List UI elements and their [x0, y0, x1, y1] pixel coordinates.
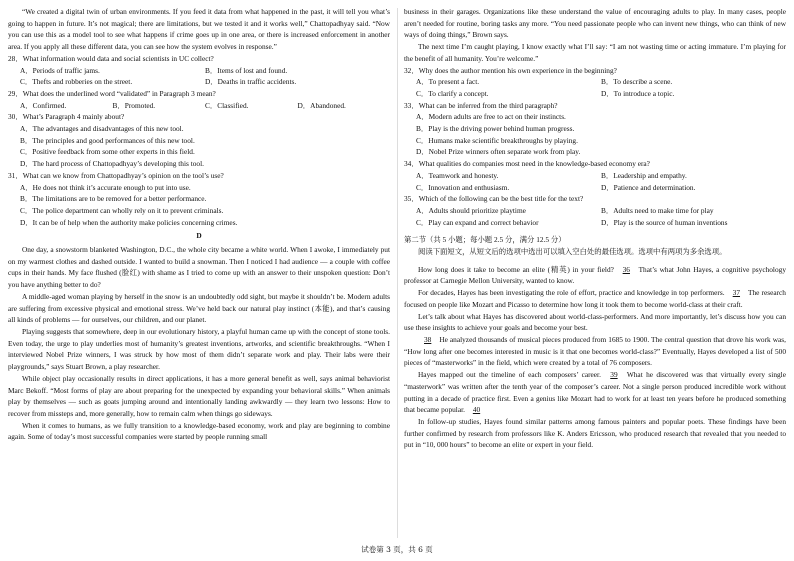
answer-option[interactable]: B．Promoted.: [112, 100, 156, 110]
passage-d-paragraph: When it comes to humans, as we fully transition to a knowledge-based economy, work and play are beginning to combine again. Some of today’s most successful companies were started by people running small: [8, 420, 390, 442]
answer-option[interactable]: B．Adults need to make time for play: [601, 205, 714, 215]
passage-d-final-paragraph: The next time I’m caught playing, I know exactly what I’ll say: “I am not wasting time or acting immature. I’m playing for the benefit of all humanity. You’re welcome.”: [404, 42, 786, 63]
answer-option[interactable]: C．Positive feedback from some other experts in this field.: [20, 147, 195, 157]
question-stem: 34．What qualities do companies most need in the knowledge-based economy era?: [404, 159, 650, 169]
cloze-paragraph-4: 38 He analyzed thousands of musical pieces produced from 1685 to 1900. The central question that drove his work was, “How long after one becomes interested in music is it that one becomes world-class?” Eventually, Hayes developed a list of 500 pieces of “masterworks” in the field, which were created by a total of 76 composers.: [404, 334, 786, 368]
passage-d-continued: business in their garages. Organizations like these understand the value of encouraging adults to play. In many cases, people aren’t needed for routine, boring tasks any more. “You need passionate people who can invent new things, who can think of new ways of doing things,” Brown says.: [404, 7, 786, 40]
cloze-paragraph-1: How long does it take to become an elite (精英) in your field? 36 That’s what John Hayes, a cognitive psychology professor at Carnegie Mellon University, wanted to know.: [404, 264, 786, 286]
answer-option[interactable]: B．Items of lost and found.: [205, 65, 288, 75]
blank-40[interactable]: 40: [472, 405, 481, 415]
answer-option[interactable]: D．Nobel Prize winners often separate work from play.: [416, 147, 581, 157]
answer-option[interactable]: A．Periods of traffic jams.: [20, 65, 100, 75]
cloze-paragraph-6: In follow-up studies, Hayes found similar patterns among famous painters and popular poets. These findings have been further confirmed by research from professors like K. Anders Ericsson, who produced research that revealed that you needed to put in “10, 000 hours” to become an elite or expert in your field.: [404, 416, 786, 450]
answer-option[interactable]: C．Humans make scientific breakthroughs by playing.: [416, 135, 578, 145]
answer-options: [8, 182, 390, 229]
answer-option[interactable]: D．Patience and determination.: [601, 182, 696, 192]
answer-options: [8, 65, 390, 88]
cloze-paragraph-2: For decades, Hayes has been investigating the role of effort, practice and knowledge in top performers. 37 The research focused on people like Mozart and Picasso to determine how long it took them to become world-class at their craft.: [404, 288, 786, 309]
answer-option[interactable]: C．Classified.: [205, 100, 249, 110]
question-stem: 29．What does the underlined word “validated” in Paragraph 3 mean?: [8, 88, 216, 98]
answer-option[interactable]: A．Adults should prioritize playtime: [416, 205, 526, 215]
passage-d: [8, 244, 390, 443]
passage-c-last-paragraph: “We created a digital twin of urban environments. If you feed it data from what happened in the past, it will tell you what’s going to happen in future. It’s not magical; there are limitations, but we tested it and it works well,” Chattopadhyay said. “Now you can use this as a model tool to see what happens if crime goes up in one area, or there is increased enforcement in another area. If you apply all these different data, you can see how the system evolves in response.”: [8, 7, 390, 52]
cloze-paragraph-3: Let’s talk about what Hayes has discovered about world-class-performers. And more importantly, let’s discuss how you can use these insights to achieve your goals and become your best.: [404, 311, 786, 333]
answer-option[interactable]: C．Innovation and enthusiasm.: [416, 182, 510, 192]
answer-options: [404, 76, 786, 99]
answer-option[interactable]: A．Confirmed.: [20, 100, 67, 110]
question-stem: 30．What’s Paragraph 4 mainly about?: [8, 112, 125, 122]
blank-37[interactable]: 37: [732, 288, 741, 298]
passage-d-paragraph: One day, a snowstorm blanketed Washington, D.C., the whole city became a white world. When I awoke, I immediately put on my warmest clothes and dashed outside. I wanted to build a snowman. Then I noticed I had audience — a couple with coffee cups in their hands. My face flushed (脸红) with shame as I tried to come up with an answer to their unspoken question: Don’t you have anything better to do?: [8, 245, 390, 290]
page-footer: 试卷第 3 页，共 6 页: [361, 545, 433, 554]
blank-38[interactable]: 38: [424, 334, 432, 344]
answer-options: [8, 100, 390, 112]
answer-options: [404, 111, 786, 158]
questions-32-35: [404, 65, 786, 229]
answer-option[interactable]: C．The police department can wholly rely on it to prevent criminals.: [20, 205, 224, 215]
question-stem: 35．Which of the following can be the best title for the text?: [404, 194, 584, 204]
question-stem: 33．What can be inferred from the third paragraph?: [404, 100, 558, 110]
cloze-paragraph-5: Hayes mapped out the timeline of each composers’ career. 39 What he discovered was that virtually every single “masterwork” was written after the tenth year of the composer’s career. Not a single person produced incredible work without putting in a decade of practice first. Even a genius like Mozart had to work for at least ten years before he produced something that became popular. 40: [404, 370, 786, 415]
answer-option[interactable]: C．To clarify a concept.: [416, 88, 489, 98]
part2-instructions: 阅读下面短文，从短文后的选项中选出可以填入空白处的最佳选项。选项中有两项为多余选项。: [418, 247, 727, 257]
answer-options: [404, 170, 786, 193]
part2-title: 第二节（共 5 小题；每小题 2.5 分，满分 12.5 分）: [404, 235, 566, 245]
answer-options: [404, 205, 786, 228]
blank-36[interactable]: 36: [622, 264, 630, 274]
answer-option[interactable]: A．He does not think it’s accurate enough to put into use.: [20, 182, 191, 192]
answer-option[interactable]: A．To present a fact.: [416, 77, 480, 87]
answer-option[interactable]: B．Play is the driving power behind human progress.: [416, 124, 575, 134]
answer-option[interactable]: D．Play is the source of human inventions: [601, 217, 728, 227]
left-column: [8, 6, 390, 443]
answer-option[interactable]: A．Teamwork and honesty.: [416, 170, 499, 180]
answer-option[interactable]: C．Thefts and robberies on the street.: [20, 77, 133, 87]
section-d-heading: D: [196, 231, 202, 241]
answer-option[interactable]: B．The limitations are to be removed for a better performance.: [20, 194, 207, 204]
column-divider: [397, 8, 398, 538]
question-stem: 31．What can we know from Chattopadhyay’s opinion on the tool’s use?: [8, 170, 224, 180]
answer-options: [8, 123, 390, 170]
question-stem: 32．Why does the author mention his own experience in the beginning?: [404, 65, 617, 75]
answer-option[interactable]: B．To describe a scene.: [601, 77, 673, 87]
passage-d-paragraph: A middle-aged woman playing by herself in the snow is an undoubtedly odd sight, but maybe it shouldn’t be. Modern adults are suffering from excessive physical and emotional stress. We’ve held back our natural play instinct (本能), and that’s causing all kinds of problems — for ourselves, our children, and our planet.: [8, 291, 390, 325]
answer-option[interactable]: C．Play can expand and correct behavior: [416, 217, 539, 227]
answer-option[interactable]: B．Leadership and empathy.: [601, 170, 687, 180]
questions-28-31: [8, 53, 390, 229]
passage-d-paragraph: While object play occasionally results in direct applications, it has a more general benefit as well, says animal behaviorist Marc Bekoff. “Most forms of play are about preparing for the unexpected by expanding your behavioral skills.” When animals play by themselves — such as goats jumping around and intentionally landing awkwardly — they learn two lessons: How to recover from missteps and, more generally, how to remain calm when things go sideways.: [8, 373, 390, 418]
answer-option[interactable]: D．To introduce a topic.: [601, 88, 675, 98]
blank-39[interactable]: 39: [610, 370, 618, 380]
answer-option[interactable]: A．Modern adults are free to act on their instincts.: [416, 112, 566, 122]
passage-d-paragraph: Playing suggests that somewhere, deep in our evolutionary history, a playful human came up with the concept of stone tools. Even today, the urge to play underlies most of humanity’s greatest inventions, artworks, and scientific breakthroughs. “When I interviewed Nobel Prize winners, I was struck by how most of them didn’t separate work and play. Their labs were their playgrounds,” says Stuart Brown, a play researcher.: [8, 326, 390, 372]
answer-option[interactable]: D．The hard process of Chattopadhyay’s developing this tool.: [20, 159, 204, 169]
answer-option[interactable]: D．Abandoned.: [297, 100, 346, 110]
answer-option[interactable]: D．It can be of help when the authority make policies concerning crimes.: [20, 217, 238, 227]
question-stem: 28．What information would data and social scientists in UC collect?: [8, 53, 214, 63]
answer-option[interactable]: A．The advantages and disadvantages of this new tool.: [20, 124, 184, 134]
right-column: [404, 6, 786, 451]
answer-option[interactable]: B．The principles and good performances of this new tool.: [20, 135, 195, 145]
answer-option[interactable]: D．Deaths in traffic accidents.: [205, 77, 297, 87]
